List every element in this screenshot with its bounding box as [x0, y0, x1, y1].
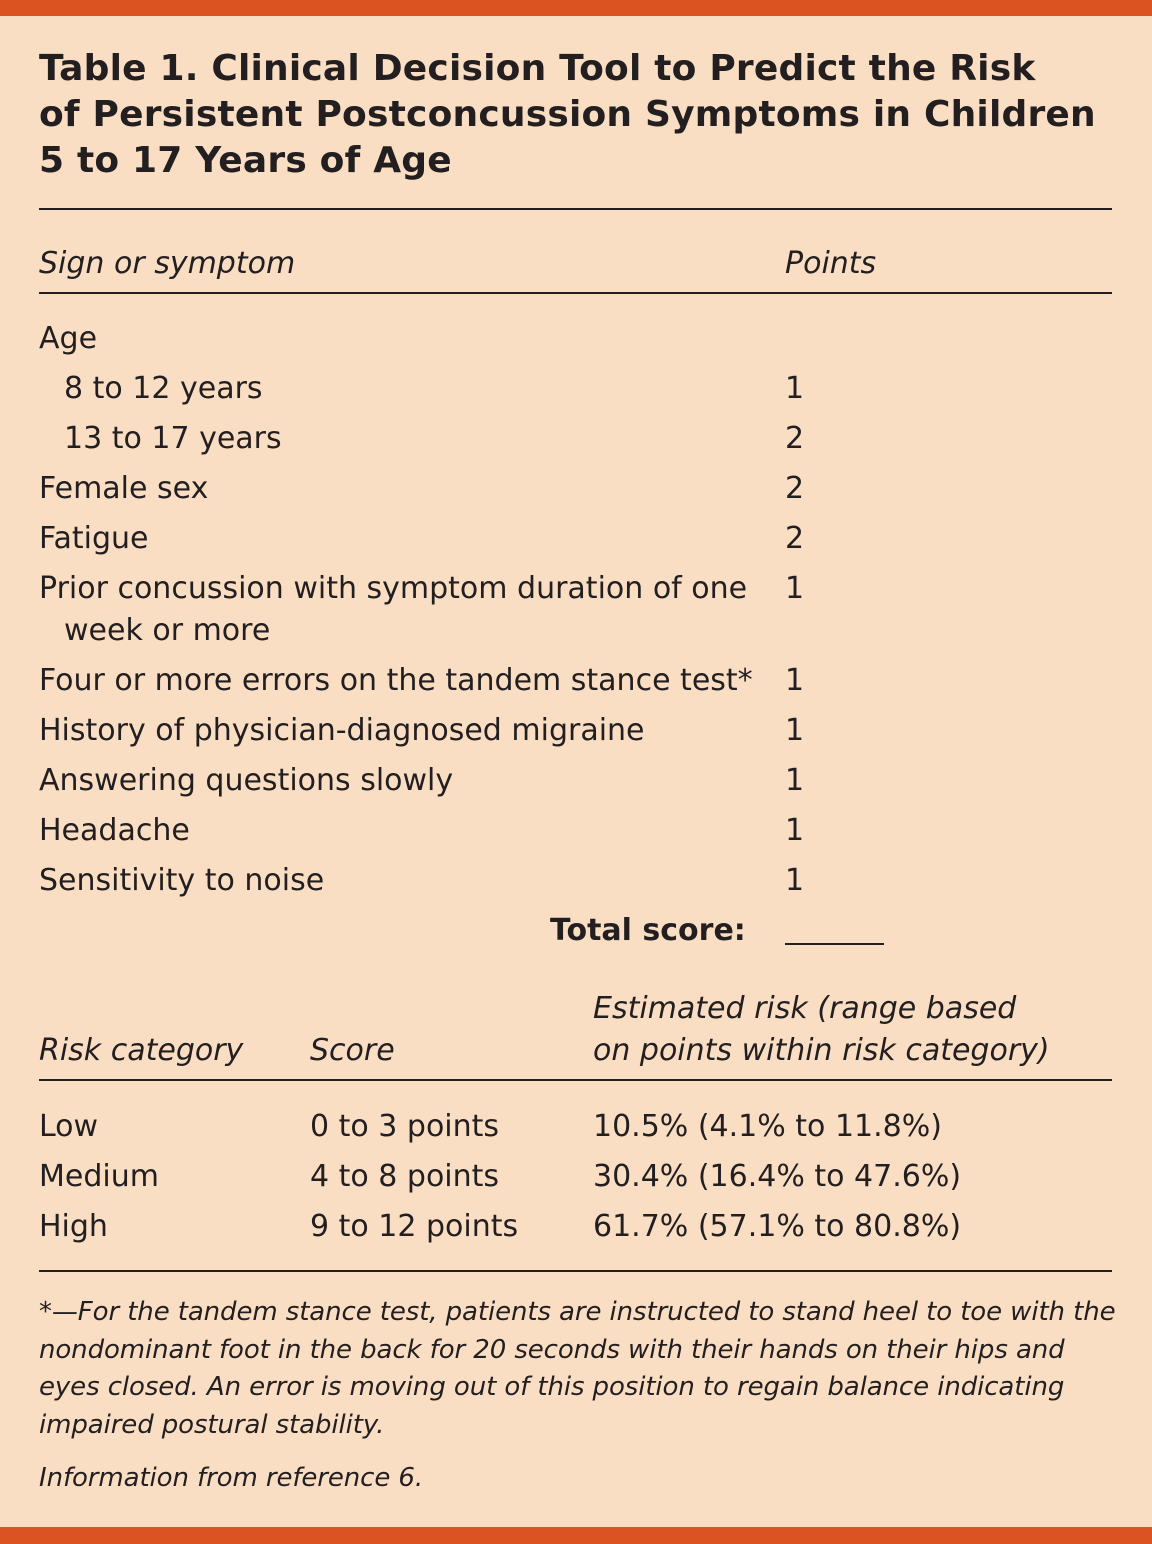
header-score: Score: [310, 1033, 395, 1068]
row-points-sensitivity-noise: 1: [785, 863, 805, 898]
row-label-age-13-17: 13 to 17 years: [64, 421, 282, 456]
table-title: [39, 46, 1099, 184]
title-line-2: of Persistent Postconcussion Symptoms in Children: [39, 94, 1096, 135]
footnote-tandem-stance: *—For the tandem stance test, patients are instructed to stand heel to toe with the nondominant foot in the back for 20 seconds with their hands on their hips and eyes closed. An error is moving out of this position to regain balance indicating impaired postural stability.: [39, 1297, 1116, 1440]
row-label-sensitivity-noise: Sensitivity to noise: [39, 863, 325, 898]
top-accent-bar: [0, 0, 1152, 16]
total-score-blank: [785, 943, 884, 945]
risk-row-low-category: Low: [39, 1109, 99, 1144]
header-points: Points: [785, 246, 877, 281]
row-label-age-8-12: 8 to 12 years: [64, 371, 263, 406]
header-divider: [39, 292, 1112, 294]
title-line-3: 5 to 17 Years of Age: [39, 140, 452, 181]
row-label-prior-concussion: Prior concussion with symptom duration of one: [39, 571, 748, 606]
header-sign-or-symptom: Sign or symptom: [39, 246, 296, 281]
row-label-migraine: History of physician-diagnosed migraine: [39, 713, 645, 748]
row-label-headache: Headache: [39, 813, 190, 848]
row-points-female-sex: 2: [785, 471, 805, 506]
risk-row-medium-category: Medium: [39, 1159, 159, 1194]
row-points-migraine: 1: [785, 713, 805, 748]
risk-row-high-risk: 61.7% (57.1% to 80.8%): [593, 1209, 962, 1244]
row-label-prior-concussion-cont: week or more: [64, 613, 271, 648]
bottom-accent-bar: [0, 1527, 1152, 1544]
risk-row-high-category: High: [39, 1209, 108, 1244]
title-divider: [39, 208, 1112, 210]
title-line-1: Table 1. Clinical Decision Tool to Predict the Risk: [39, 48, 1036, 89]
risk-header-divider: [39, 1079, 1112, 1081]
header-estimated-risk-line2: on points within risk category): [593, 1033, 1050, 1068]
risk-row-low-score: 0 to 3 points: [310, 1109, 500, 1144]
row-points-fatigue: 2: [785, 521, 805, 556]
total-score-label: Total score:: [550, 913, 746, 948]
row-points-prior-concussion: 1: [785, 571, 805, 606]
risk-row-medium-risk: 30.4% (16.4% to 47.6%): [593, 1159, 962, 1194]
risk-row-high-score: 9 to 12 points: [310, 1209, 519, 1244]
footnote-divider: [39, 1270, 1112, 1272]
source-note: Information from reference 6.: [39, 1463, 424, 1493]
row-label-age: Age: [39, 321, 98, 356]
row-points-answering-slowly: 1: [785, 763, 805, 798]
header-risk-category: Risk category: [39, 1033, 244, 1068]
row-label-answering-slowly: Answering questions slowly: [39, 763, 454, 798]
row-label-fatigue: Fatigue: [39, 521, 149, 556]
risk-row-low-risk: 10.5% (4.1% to 11.8%): [593, 1109, 942, 1144]
row-points-tandem-stance: 1: [785, 663, 805, 698]
header-estimated-risk-line1: Estimated risk (range based: [593, 991, 1017, 1026]
risk-row-medium-score: 4 to 8 points: [310, 1159, 500, 1194]
row-points-headache: 1: [785, 813, 805, 848]
row-points-age-8-12: 1: [785, 371, 805, 406]
row-label-tandem-stance: Four or more errors on the tandem stance test*: [39, 663, 753, 698]
row-points-age-13-17: 2: [785, 421, 805, 456]
row-label-female-sex: Female sex: [39, 471, 209, 506]
